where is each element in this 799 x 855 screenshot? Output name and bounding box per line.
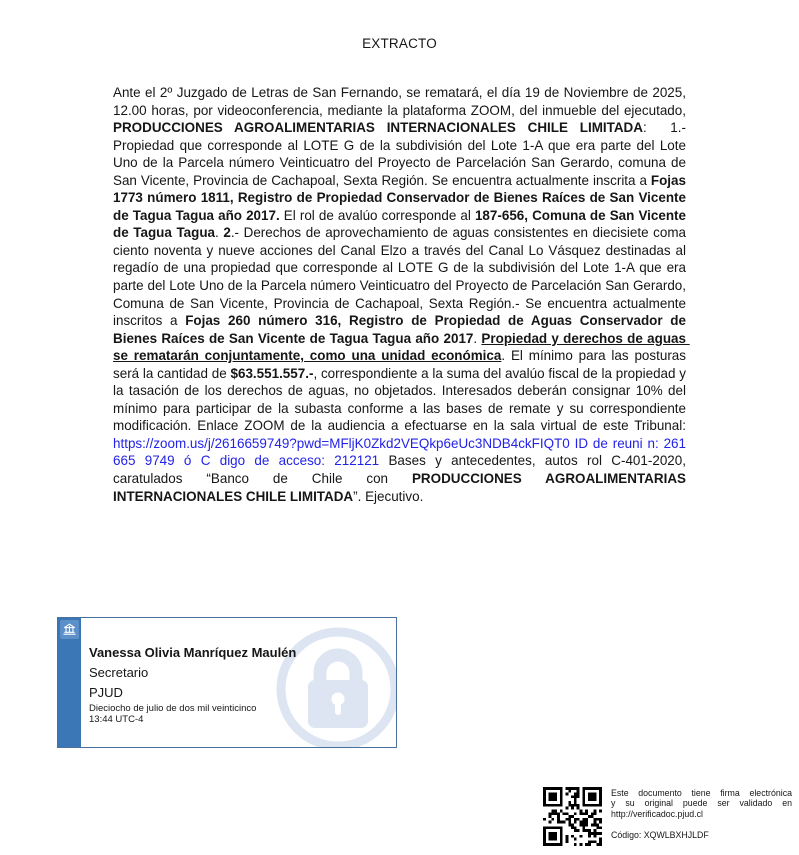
text-run: . (473, 330, 482, 346)
verification-line: Este documento tiene firma electrónica (611, 788, 792, 798)
zoom-meeting-link[interactable]: https://zoom.us/j/2616659749?pwd=MFljK0Zkd2VEQkp6eUc3NDB4ckFIQT0 ID de reuni n: 261 665 9749 ó C digo de acceso: 212121 (113, 435, 690, 469)
text-run: 2 (223, 225, 231, 241)
verification-url: http://verificadoc.pjud.cl (611, 808, 703, 819)
signature-details (89, 644, 379, 725)
text-run: Propiedad y derechos de aguas se rematarán conjuntamente, como una unidad económica (113, 330, 690, 364)
verification-text (611, 787, 792, 841)
verification-code: Código: XQWLBXHJLDF (611, 830, 709, 841)
signature-bar (58, 618, 81, 747)
text-run: . (215, 225, 224, 241)
signer-name: Vanessa Olivia Manríquez Maulén (89, 645, 297, 660)
text-run: .- Derechos de aprovechamiento de aguas consistentes en diecisiete coma ciento noventa y nueve acciones del Canal Elzo a través del Canal Lo Vásquez destinadas al regadío de una propiedad que corresponde al LOTE G de la subdivisión del Lote 1-A que era parte del Lote Uno de la Parcela número Veinticuatro del Proyecto de Parcelación San Gerardo, Comuna de San Vicente, Provincia de Cachapoal, Sexta Región.- Se encuentra actualmente inscritos a (113, 225, 690, 329)
text-run: Ante el 2º Juzgado de Letras de San Fernando, se rematará, el día 19 de Noviembre de 2025, 12.00 horas, por videoconferencia, mediante la plataforma ZOOM, del inmueble del ejecutado, (113, 85, 690, 118)
signature-stamp (57, 617, 397, 748)
text-run: $63.551.557.- (230, 365, 314, 381)
courthouse-icon (60, 620, 79, 639)
text-run: PRODUCCIONES AGROALIMENTARIAS INTERNACIONALES CHILE LIMITADA (113, 120, 643, 136)
signature-date: Dieciocho de julio de dos mil veinticinco (89, 703, 257, 714)
text-run: Fojas 1773 número 1811, Registro de Propiedad Conservador de Bienes Raíces de San Vicente de Tagua Tagua año 2017. (113, 172, 690, 223)
text-run: : 1.- Propiedad que corresponde al LOTE G de la subdivisión del Lote 1-A que era parte del Lote Uno de la Parcela número Veinticuatro del Proyecto de Parcelación San Gerardo, comuna de San Vicente, Provincia de Cachapoal, Sexta Región. Se encuentra actualmente inscrita a (113, 120, 690, 188)
verification-line: y su original puede ser validado en (611, 798, 792, 809)
text-run: Fojas 260 número 316, Registro de Propiedad de Aguas Conservador de Bienes Raíces de San Vicente de Tagua Tagua año 2017 (113, 313, 690, 346)
text-run: , correspondiente a la suma del avalúo fiscal de la propiedad y la tasación de los derechos de aguas, no objetados. Interesados deberán consignar 10% del mínimo para participar de la subasta conforme a las bases de remate y su correspondiente modificación. Enlace ZOOM de la audiencia a efectuarse en la sala virtual de este Tribunal: (113, 365, 690, 434)
extract-body (113, 84, 690, 505)
text-run: ”. Ejecutivo. (353, 488, 424, 504)
text-run: PRODUCCIONES AGROALIMENTARIAS INTERNACIONALES CHILE LIMITADA (113, 471, 690, 504)
text-run: . El mínimo para las posturas será la cantidad de (113, 348, 690, 381)
qr-code (543, 787, 602, 846)
text-run: 187-656, Comuna de San Vicente de Tagua Tagua (113, 207, 690, 241)
signer-role: Secretario (89, 665, 149, 680)
signature-time: 13:44 UTC-4 (89, 714, 144, 725)
verification-block (543, 787, 792, 846)
document-title: EXTRACTO (362, 36, 437, 51)
text-run: Bases y antecedentes, autos rol C-401-2020, caratulados “Banco de Chile con (113, 453, 690, 487)
text-run: El rol de avalúo corresponde al (279, 207, 475, 223)
signer-institution: PJUD (89, 685, 123, 700)
